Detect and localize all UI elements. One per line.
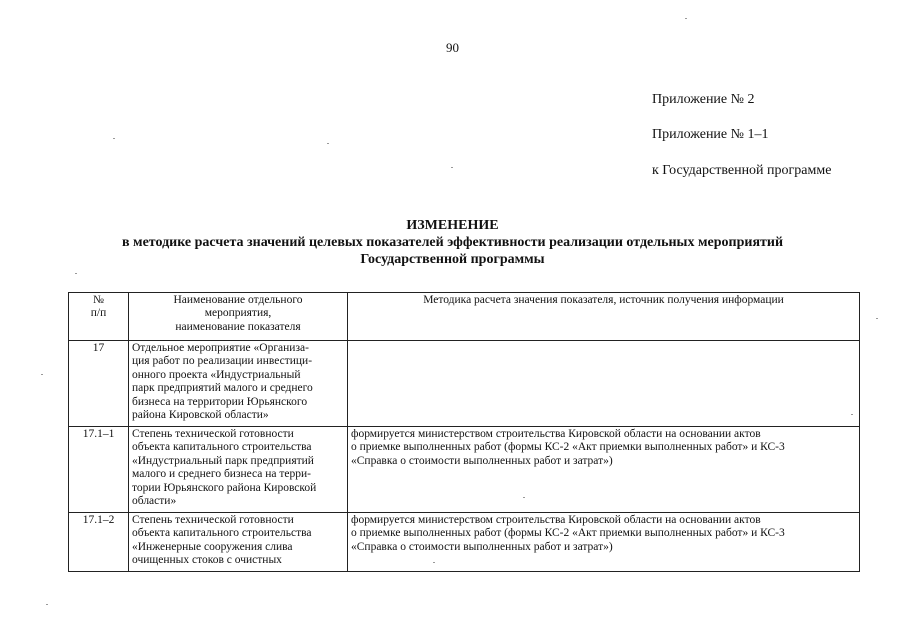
document-title: ИЗМЕНЕНИЕ [406, 218, 499, 233]
row-name-line: Степень технической готовности [132, 428, 294, 440]
row-number: 17.1–1 [69, 427, 129, 513]
row-name [129, 513, 348, 572]
row-number: 17 [69, 341, 129, 427]
appendix-line-2: Приложение № 1–1 [652, 127, 769, 142]
row-name-line: Степень технической готовности [132, 514, 294, 526]
row-name-line: ция работ по реализации инвестици- [132, 355, 313, 368]
scan-speck [876, 318, 878, 319]
row-name-line: тории Юрьянского района Кировской [132, 481, 317, 494]
row-name-line: объекта капитального строительства [132, 441, 312, 454]
scan-speck [685, 18, 687, 19]
row-method-line: о приемке выполненных работ (формы КС-2 «Акт приемки выполненных работ» и КС-3 [351, 527, 785, 540]
scan-speck [46, 604, 48, 605]
indicators-table [68, 292, 860, 572]
scan-speck [113, 138, 115, 139]
row-name-line: «Инженерные сооружения слива [132, 540, 293, 553]
row-name-line: Отдельное мероприятие «Организа- [132, 342, 309, 354]
header-name-line-1: Наименование отдельного [173, 294, 303, 306]
row-name-line: «Индустриальный парк предприятий [132, 454, 314, 467]
table-row [69, 427, 860, 513]
scan-speck [451, 167, 453, 168]
row-method-line: о приемке выполненных работ (формы КС-2 «Акт приемки выполненных работ» и КС-3 [351, 441, 785, 454]
row-method [348, 427, 860, 513]
row-number: 17.1–2 [69, 513, 129, 572]
table-row [69, 513, 860, 572]
header-name-line-3: наименование показателя [175, 320, 301, 333]
row-method [348, 341, 860, 427]
table-header-row [69, 293, 860, 341]
row-method-line: формируется министерством строительства Кировской области на основании актов [351, 428, 761, 440]
row-name-line: парк предприятий малого и среднего [132, 382, 313, 395]
row-method-line: формируется министерством строительства Кировской области на основании актов [351, 514, 761, 526]
header-method: Методика расчета значения показателя, источник получения информации [348, 293, 860, 341]
scan-speck [41, 374, 43, 375]
row-name-line: объекта капитального строительства [132, 527, 312, 540]
row-name [129, 427, 348, 513]
document-subtitle-line-2: Государственной программы [360, 252, 545, 267]
scan-speck [327, 143, 329, 144]
header-num-line-2: п/п [90, 307, 107, 320]
row-method-line: «Справка о стоимости выполненных работ и затрат») [351, 540, 613, 553]
row-name-line: области» [132, 495, 177, 508]
header-num [69, 293, 129, 341]
row-name-line: бизнеса на территории Юрьянского [132, 395, 308, 408]
scan-speck [75, 273, 77, 274]
appendix-line-1: Приложение № 2 [652, 92, 755, 107]
scan-speck [433, 562, 435, 563]
appendix-line-3: к Государственной программе [652, 163, 832, 178]
row-name-line: малого и среднего бизнеса на терри- [132, 468, 312, 481]
header-name [129, 293, 348, 341]
row-name-line: района Кировской области» [132, 409, 269, 422]
header-num-line-1: № [93, 294, 104, 306]
row-name-line: очищенных стоков с очистных [132, 554, 282, 567]
scan-speck [851, 414, 853, 415]
table-row [69, 341, 860, 427]
row-method-line: «Справка о стоимости выполненных работ и затрат») [351, 454, 613, 467]
row-name-line: онного проекта «Индустриальный [132, 368, 301, 381]
page-number: 90 [446, 40, 459, 55]
document-subtitle-line-1: в методике расчета значений целевых показателей эффективности реализации отдельных мероприятий [121, 235, 784, 250]
row-method [348, 513, 860, 572]
row-name [129, 341, 348, 427]
scan-speck [523, 497, 525, 498]
header-name-line-2: мероприятия, [204, 307, 272, 320]
